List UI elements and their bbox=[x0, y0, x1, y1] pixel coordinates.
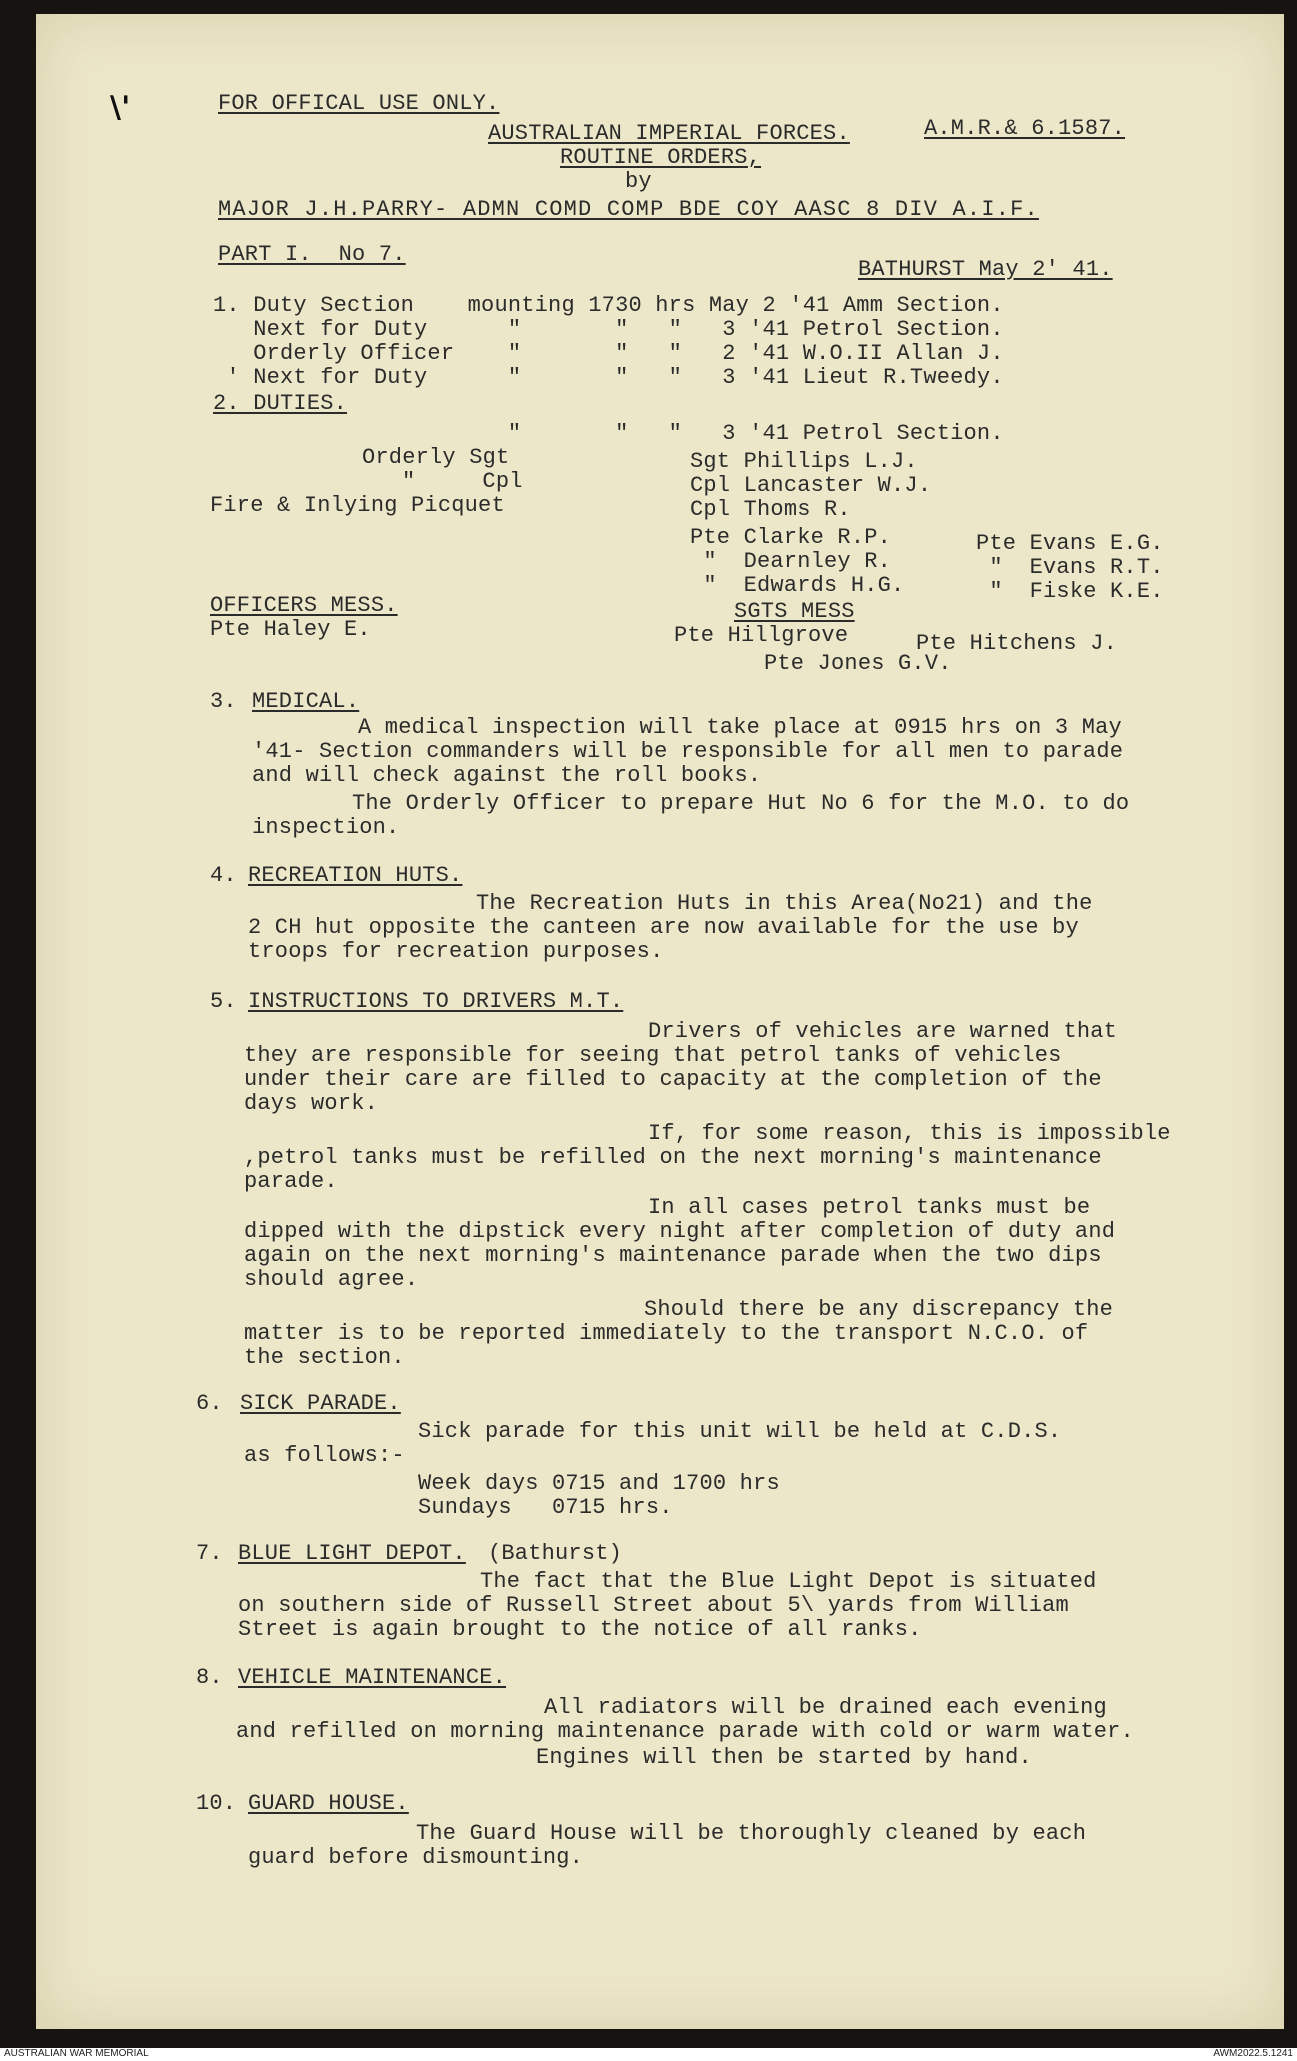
s5-line-5: If, for some reason, this is impossible bbox=[648, 1121, 1171, 1146]
duty-name-2: Cpl Lancaster W.J. bbox=[690, 473, 932, 498]
s10-heading: GUARD HOUSE. bbox=[248, 1791, 409, 1816]
s6-number: 6. bbox=[196, 1391, 223, 1416]
s4-line-2: 2 CH hut opposite the canteen are now available for the use by bbox=[248, 915, 1079, 940]
footer-catalogue-id: AWM2022.5.1241 bbox=[1213, 2048, 1293, 2059]
duties-heading: 2. DUTIES. bbox=[213, 391, 348, 416]
orderly-cpl-label: " Cpl bbox=[402, 469, 523, 494]
s3-line-2: '41- Section commanders will be responsible for all men to parade bbox=[252, 739, 1124, 764]
duty-row-6: " " " 3 '41 Petrol Section. bbox=[213, 421, 1004, 446]
s5-line-1: Drivers of vehicles are warned that bbox=[648, 1019, 1118, 1044]
s7-line-3: Street is again brought to the notice of all ranks. bbox=[238, 1617, 922, 1642]
duty-name-1: Sgt Phillips L.J. bbox=[690, 449, 918, 474]
s5-line-4: days work. bbox=[244, 1091, 379, 1116]
s5-heading: INSTRUCTIONS TO DRIVERS M.T. bbox=[248, 989, 624, 1014]
picquet-name-3: " Fiske K.E. bbox=[976, 579, 1164, 604]
duty-name-3: Cpl Thoms R. bbox=[690, 497, 851, 522]
footer-institution: AUSTRALIAN WAR MEMORIAL bbox=[4, 2048, 149, 2059]
s5-line-14: the section. bbox=[244, 1345, 405, 1370]
officers-mess-name: Pte Haley E. bbox=[210, 617, 371, 642]
s5-line-2: they are responsible for seeing that petrol tanks of vehicles bbox=[244, 1043, 1062, 1068]
s6-line-2: as follows:- bbox=[244, 1443, 405, 1468]
s3-line-1: A medical inspection will take place at 0915 hrs on 3 May bbox=[358, 715, 1122, 740]
s5-line-10: again on the next morning's maintenance parade when the two dips bbox=[244, 1243, 1102, 1268]
s8-line-3: Engines will then be started by hand. bbox=[536, 1745, 1032, 1770]
s4-heading: RECREATION HUTS. bbox=[248, 863, 463, 888]
s5-line-11: should agree. bbox=[244, 1267, 419, 1292]
s10-number: 10. bbox=[196, 1791, 237, 1816]
s8-heading: VEHICLE MAINTENANCE. bbox=[238, 1665, 507, 1690]
s5-line-7: parade. bbox=[244, 1169, 338, 1194]
duty-row-3: Orderly Officer " " " 2 '41 W.O.II Allan J. bbox=[213, 341, 1004, 366]
s5-line-13: matter is to be reported immediately to the transport N.C.O. of bbox=[244, 1321, 1089, 1346]
corner-tick-mark: \' bbox=[110, 90, 131, 125]
reference-number: A.M.R.& 6.1587. bbox=[924, 116, 1126, 141]
s3-number: 3. bbox=[210, 689, 237, 714]
s4-line-1: The Recreation Huts in this Area(No21) and the bbox=[476, 891, 1093, 916]
duty-row-1: 1. Duty Section mounting 1730 hrs May 2 '41 Amm Section. bbox=[213, 293, 1004, 318]
force-title: AUSTRALIAN IMPERIAL FORCES. bbox=[488, 121, 850, 146]
s3-line-4: The Orderly Officer to prepare Hut No 6 for the M.O. to do bbox=[352, 791, 1130, 816]
duty-name-5: " Dearnley R. bbox=[690, 549, 892, 574]
place-date: BATHURST May 2' 41. bbox=[858, 257, 1113, 282]
duty-row-4: ' Next for Duty " " " 3 '41 Lieut R.Tweedy. bbox=[213, 365, 1004, 390]
s6-line-4: Sundays 0715 hrs. bbox=[418, 1495, 673, 1520]
orders-title: ROUTINE ORDERS, bbox=[560, 145, 762, 170]
s3-line-5: inspection. bbox=[252, 815, 400, 840]
duty-row-2: Next for Duty " " " 3 '41 Petrol Section. bbox=[213, 317, 1004, 342]
s5-line-12: Should there be any discrepancy the bbox=[644, 1297, 1114, 1322]
picquet-name-2: " Evans R.T. bbox=[976, 555, 1164, 580]
s7-heading: BLUE LIGHT DEPOT. bbox=[238, 1541, 466, 1566]
orderly-sgt-label: Orderly Sgt bbox=[362, 445, 510, 470]
s7-number: 7. bbox=[196, 1541, 223, 1566]
s6-heading: SICK PARADE. bbox=[240, 1391, 401, 1416]
s7-heading-suffix: (Bathurst) bbox=[488, 1541, 623, 1566]
by-line: by bbox=[625, 169, 652, 194]
s8-line-1: All radiators will be drained each evening bbox=[544, 1695, 1107, 1720]
s6-line-3: Week days 0715 and 1700 hrs bbox=[418, 1471, 780, 1496]
duty-name-6: " Edwards H.G. bbox=[690, 573, 905, 598]
s8-number: 8. bbox=[196, 1665, 223, 1690]
picquet-name-1: Pte Evans E.G. bbox=[976, 531, 1164, 556]
sgts-mess-name-3: Pte Jones G.V. bbox=[764, 651, 952, 676]
classification-line: FOR OFFICAL USE ONLY. bbox=[218, 91, 500, 116]
officers-mess-heading: OFFICERS MESS. bbox=[210, 593, 398, 618]
archive-footer bbox=[0, 2048, 1297, 2061]
s7-line-1: The fact that the Blue Light Depot is situated bbox=[480, 1569, 1097, 1594]
s3-line-3: and will check against the roll books. bbox=[252, 763, 762, 788]
s8-line-2: and refilled on morning maintenance parade with cold or warm water. bbox=[236, 1719, 1134, 1744]
s5-line-8: In all cases petrol tanks must be bbox=[648, 1195, 1091, 1220]
s10-line-2: guard before dismounting. bbox=[248, 1845, 584, 1870]
picquet-label: Fire & Inlying Picquet bbox=[210, 493, 505, 518]
s6-line-1: Sick parade for this unit will be held at C.D.S. bbox=[418, 1419, 1062, 1444]
sgts-mess-name-2: Pte Hitchens J. bbox=[916, 631, 1118, 656]
s3-heading: MEDICAL. bbox=[252, 689, 360, 714]
s4-line-3: troops for recreation purposes. bbox=[248, 939, 664, 964]
s7-line-2: on southern side of Russell Street about 5\ yards from William bbox=[238, 1593, 1069, 1618]
duty-name-4: Pte Clarke R.P. bbox=[690, 525, 892, 550]
issuer-line: MAJOR J.H.PARRY- ADMN COMD COMP BDE COY AASC 8 DIV A.I.F. bbox=[218, 197, 1039, 222]
s4-number: 4. bbox=[210, 863, 237, 888]
s10-line-1: The Guard House will be thoroughly cleaned by each bbox=[416, 1821, 1087, 1846]
sgts-mess-heading: SGTS MESS bbox=[734, 599, 855, 624]
s5-line-6: ,petrol tanks must be refilled on the next morning's maintenance bbox=[244, 1145, 1102, 1170]
s5-line-9: dipped with the dipstick every night after completion of duty and bbox=[244, 1219, 1116, 1244]
part-number: PART I. No 7. bbox=[218, 242, 406, 267]
s5-number: 5. bbox=[210, 989, 237, 1014]
sgts-mess-name-1: Pte Hillgrove bbox=[674, 623, 849, 648]
s5-line-3: under their care are filled to capacity at the completion of the bbox=[244, 1067, 1102, 1092]
